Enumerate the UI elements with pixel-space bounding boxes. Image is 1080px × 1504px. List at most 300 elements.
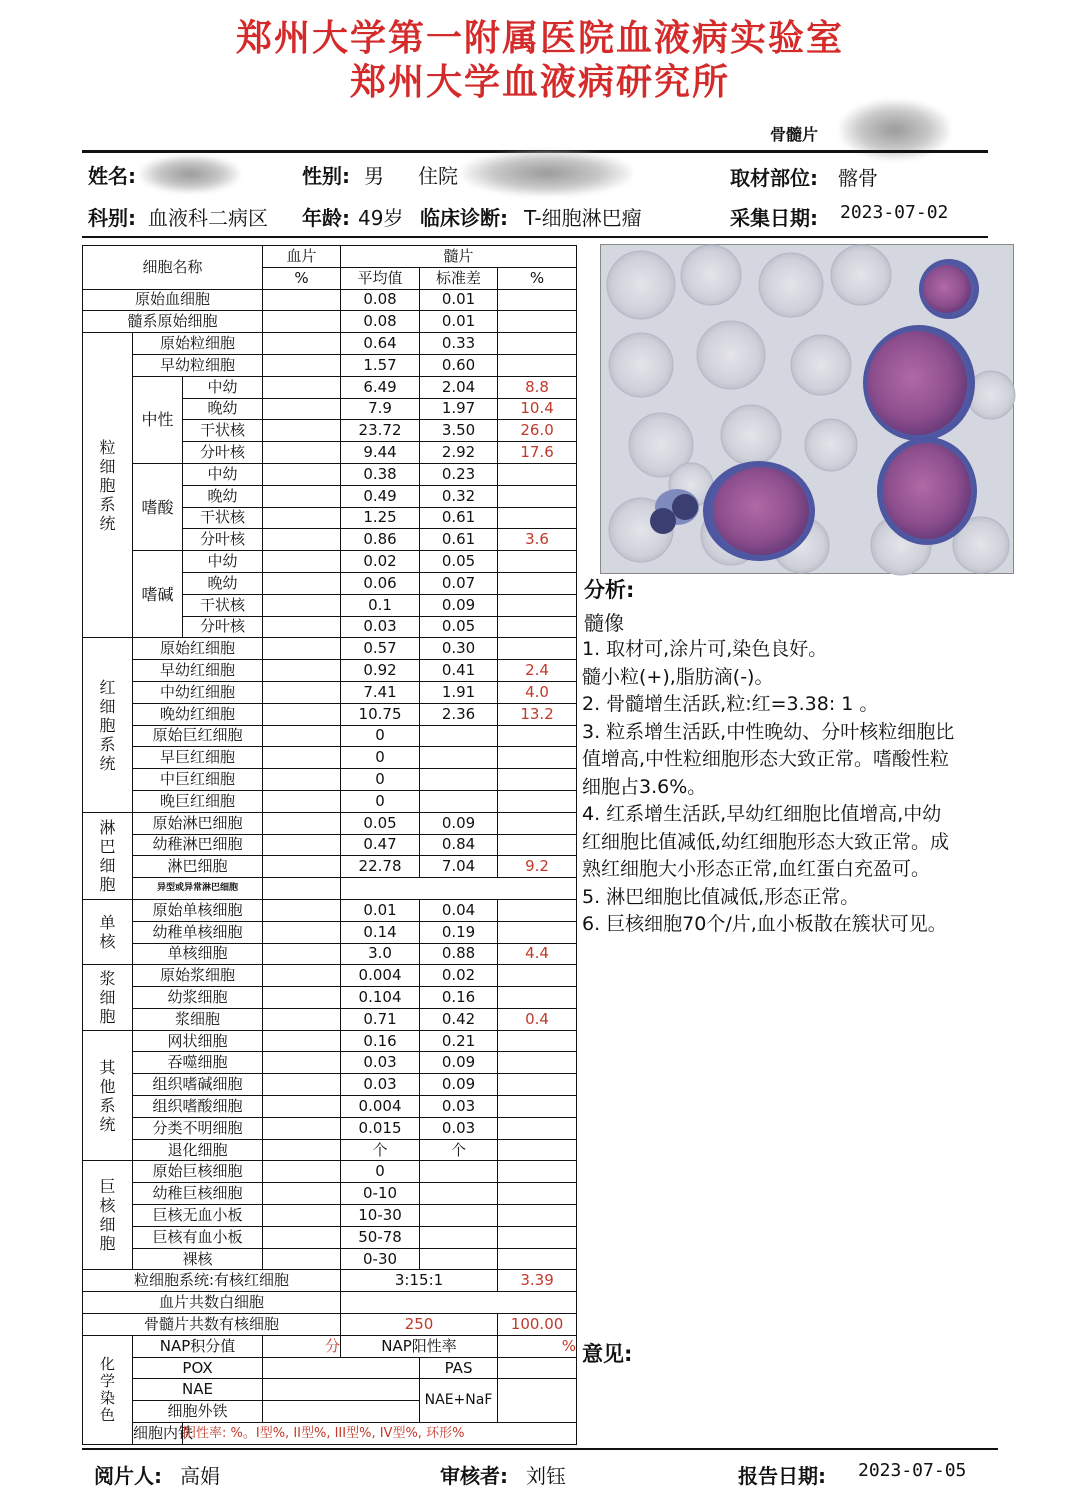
blood-pct bbox=[263, 311, 341, 333]
marrow-sd: 0.09 bbox=[420, 1074, 498, 1096]
table-row bbox=[83, 1270, 577, 1292]
ratio-value: 3:15:1 bbox=[341, 1270, 498, 1292]
blood-pct bbox=[263, 354, 341, 376]
marrow-mean: 0.14 bbox=[341, 921, 420, 943]
cell-name: 分叶核 bbox=[183, 529, 263, 551]
marrow-mean: 0.06 bbox=[341, 572, 420, 594]
cell-name: 淋巴细胞 bbox=[133, 856, 263, 878]
table-row bbox=[83, 638, 577, 660]
marrow-sd: 0.09 bbox=[420, 594, 498, 616]
blood-pct bbox=[263, 769, 341, 791]
table-row bbox=[83, 921, 577, 943]
blood-pct bbox=[263, 463, 341, 485]
marrow-mean: 7.41 bbox=[341, 681, 420, 703]
iron-in-value: 阳性率: %。I型%, II型%, III型%, IV型%, 环形% bbox=[183, 1423, 577, 1445]
marrow-mean: 0-10 bbox=[341, 1183, 420, 1205]
marrow-sd: 个 bbox=[420, 1139, 498, 1161]
cell-name: 早巨红细胞 bbox=[133, 747, 263, 769]
pas-label: PAS bbox=[420, 1357, 498, 1379]
marrow-mean: 7.9 bbox=[341, 398, 420, 420]
nucleated-count: 250 bbox=[341, 1314, 498, 1336]
cell-name: 晚幼 bbox=[183, 572, 263, 594]
marrow-pct bbox=[498, 1096, 577, 1118]
blood-pct bbox=[263, 681, 341, 703]
marrow-mean: 0.05 bbox=[341, 812, 420, 834]
marrow-mean: 0.57 bbox=[341, 638, 420, 660]
cell-name: 干状核 bbox=[183, 420, 263, 442]
marrow-values bbox=[341, 878, 577, 900]
report-type: 骨髓片 bbox=[770, 125, 819, 144]
cell-name: 原始血细胞 bbox=[83, 289, 263, 311]
marrow-sd: 0.33 bbox=[420, 333, 498, 355]
iron-in-label: 细胞内铁 bbox=[133, 1423, 183, 1445]
table-row bbox=[83, 246, 577, 268]
marrow-mean: 0 bbox=[341, 769, 420, 791]
marrow-mean: 0.104 bbox=[341, 987, 420, 1009]
header-marrow: 髓片 bbox=[341, 246, 577, 268]
marrow-pct bbox=[498, 507, 577, 529]
cell-name: 组织嗜碱细胞 bbox=[133, 1074, 263, 1096]
marrow-pct bbox=[498, 1030, 577, 1052]
pox-value bbox=[263, 1357, 420, 1379]
marrow-sd: 0.07 bbox=[420, 572, 498, 594]
marrow-sd: 2.36 bbox=[420, 703, 498, 725]
table-row bbox=[83, 703, 577, 725]
table-row bbox=[83, 965, 577, 987]
cell-name: 中巨红细胞 bbox=[133, 769, 263, 791]
marrow-pct: 10.4 bbox=[498, 398, 577, 420]
iron-out-value bbox=[263, 1401, 420, 1423]
blood-pct bbox=[263, 551, 341, 573]
marrow-sd: 0.09 bbox=[420, 1052, 498, 1074]
cell-name: 晚幼 bbox=[183, 485, 263, 507]
blood-pct bbox=[263, 289, 341, 311]
blood-pct bbox=[263, 725, 341, 747]
analysis-heading: 分析: bbox=[584, 578, 635, 602]
marrow-mean: 9.44 bbox=[341, 442, 420, 464]
cell-name: 裸核 bbox=[133, 1248, 263, 1270]
table-row bbox=[83, 1314, 577, 1336]
marrow-sd: 0.42 bbox=[420, 1008, 498, 1030]
collect-date-label: 采集日期: bbox=[730, 206, 818, 230]
marrow-pct bbox=[498, 1161, 577, 1183]
blood-pct bbox=[263, 594, 341, 616]
marrow-mean: 0.01 bbox=[341, 899, 420, 921]
cell-name: 早幼红细胞 bbox=[133, 660, 263, 682]
marrow-pct bbox=[498, 311, 577, 333]
nucleated-pct: 100.00 bbox=[498, 1314, 577, 1336]
table-row bbox=[83, 1379, 577, 1401]
opinion-label: 意见: bbox=[582, 1342, 633, 1366]
table-row bbox=[83, 1052, 577, 1074]
marrow-mean: 0 bbox=[341, 747, 420, 769]
marrow-mean: 0.38 bbox=[341, 463, 420, 485]
marrow-mean: 10-30 bbox=[341, 1205, 420, 1227]
subgroup-eosinophil: 嗜酸 bbox=[133, 463, 183, 550]
table-row bbox=[83, 1357, 577, 1379]
blood-pct bbox=[263, 1030, 341, 1052]
table-row bbox=[83, 769, 577, 791]
wbc-value bbox=[341, 1292, 577, 1314]
nucleated-label: 骨髓片共数有核细胞 bbox=[83, 1314, 341, 1336]
inpatient-label: 住院 bbox=[418, 164, 458, 188]
cell-name: 晚幼 bbox=[183, 398, 263, 420]
marrow-sd: 0.16 bbox=[420, 987, 498, 1009]
cell-name: 组织嗜酸细胞 bbox=[133, 1096, 263, 1118]
blood-pct bbox=[263, 333, 341, 355]
header-cell-name: 细胞名称 bbox=[83, 246, 263, 290]
table-row bbox=[83, 943, 577, 965]
table-row bbox=[83, 376, 577, 398]
marrow-pct: 3.6 bbox=[498, 529, 577, 551]
table-row bbox=[83, 1096, 577, 1118]
cell-name: 异型或异常淋巴细胞 bbox=[133, 878, 263, 900]
blood-pct bbox=[263, 572, 341, 594]
cell-name: 原始巨核细胞 bbox=[133, 1161, 263, 1183]
marrow-pct bbox=[498, 965, 577, 987]
marrow-sd: 7.04 bbox=[420, 856, 498, 878]
marrow-pct bbox=[498, 1052, 577, 1074]
marrow-sd: 0.03 bbox=[420, 1117, 498, 1139]
blood-pct bbox=[263, 703, 341, 725]
cell-name: 幼浆细胞 bbox=[133, 987, 263, 1009]
marrow-mean: 0 bbox=[341, 790, 420, 812]
blood-pct bbox=[263, 398, 341, 420]
table-row bbox=[83, 1161, 577, 1183]
marrow-sd bbox=[420, 790, 498, 812]
marrow-sd: 0.05 bbox=[420, 616, 498, 638]
blood-pct bbox=[263, 529, 341, 551]
wbc-label: 血片共数白细胞 bbox=[83, 1292, 341, 1314]
subgroup-neutrophil: 中性 bbox=[133, 376, 183, 463]
blood-pct bbox=[263, 1248, 341, 1270]
header-blood-pct: % bbox=[263, 267, 341, 289]
marrow-sd bbox=[420, 747, 498, 769]
marrow-mean: 0.16 bbox=[341, 1030, 420, 1052]
marrow-sd: 0.01 bbox=[420, 311, 498, 333]
iron-out-label: 细胞外铁 bbox=[133, 1401, 263, 1423]
marrow-pct bbox=[498, 747, 577, 769]
pas-value bbox=[498, 1357, 577, 1379]
marrow-mean: 0 bbox=[341, 1161, 420, 1183]
blood-pct bbox=[263, 812, 341, 834]
gender-value: 男 bbox=[364, 164, 384, 188]
marrow-sd: 0.03 bbox=[420, 1096, 498, 1118]
marrow-mean: 22.78 bbox=[341, 856, 420, 878]
cell-name: 中幼 bbox=[183, 376, 263, 398]
table-row bbox=[83, 812, 577, 834]
reader-value: 高娟 bbox=[180, 1464, 220, 1488]
table-row bbox=[83, 681, 577, 703]
marrow-mean: 0.08 bbox=[341, 311, 420, 333]
blood-pct bbox=[263, 660, 341, 682]
table-row bbox=[83, 660, 577, 682]
table-row bbox=[83, 1030, 577, 1052]
blood-pct bbox=[263, 616, 341, 638]
marrow-sd: 0.41 bbox=[420, 660, 498, 682]
analysis-line: 髓小粒(+),脂肪滴(-)。 bbox=[582, 665, 774, 688]
marrow-mean: 0.004 bbox=[341, 1096, 420, 1118]
blood-pct bbox=[263, 965, 341, 987]
blood-pct bbox=[263, 420, 341, 442]
marrow-pct bbox=[498, 551, 577, 573]
marrow-mean: 0.49 bbox=[341, 485, 420, 507]
marrow-mean: 50-78 bbox=[341, 1226, 420, 1248]
cell-name: 巨核有血小板 bbox=[133, 1226, 263, 1248]
reviewer-value: 刘钰 bbox=[526, 1464, 566, 1488]
marrow-sd: 0.88 bbox=[420, 943, 498, 965]
marrow-mean: 0.03 bbox=[341, 616, 420, 638]
cell-name: 分类不明细胞 bbox=[133, 1117, 263, 1139]
hospital-title: 郑州大学第一附属医院血液病实验室 bbox=[235, 17, 844, 59]
header-sd: 标准差 bbox=[420, 267, 498, 289]
marrow-pct bbox=[498, 1183, 577, 1205]
cell-name: 幼稚巨核细胞 bbox=[133, 1183, 263, 1205]
marrow-pct: 13.2 bbox=[498, 703, 577, 725]
cell-name: 分叶核 bbox=[183, 616, 263, 638]
blood-pct bbox=[263, 878, 341, 900]
analysis-line: 4. 红系增生活跃,早幼红细胞比值增高,中幼 bbox=[582, 803, 942, 825]
marrow-pct bbox=[498, 1248, 577, 1270]
footer-rule bbox=[82, 1448, 998, 1450]
cell-count-table bbox=[82, 245, 577, 1445]
marrow-pct bbox=[498, 790, 577, 812]
cell-name: 网状细胞 bbox=[133, 1030, 263, 1052]
group-erythroid: 红细胞系统 bbox=[83, 638, 133, 812]
marrow-sd: 0.04 bbox=[420, 899, 498, 921]
cell-name: 原始浆细胞 bbox=[133, 965, 263, 987]
blood-pct bbox=[263, 899, 341, 921]
cell-name: 原始巨红细胞 bbox=[133, 725, 263, 747]
nae-naf-label: NAE+NaF bbox=[420, 1379, 498, 1423]
table-row bbox=[83, 790, 577, 812]
table-row bbox=[83, 1183, 577, 1205]
site-value: 髂骨 bbox=[838, 166, 878, 190]
gender-label: 性别: bbox=[302, 164, 350, 188]
marrow-mean: 0.1 bbox=[341, 594, 420, 616]
marrow-sd bbox=[420, 1205, 498, 1227]
marrow-sd: 0.61 bbox=[420, 507, 498, 529]
group-plasma: 浆细胞 bbox=[83, 965, 133, 1030]
table-row bbox=[83, 333, 577, 355]
blood-pct bbox=[263, 1074, 341, 1096]
marrow-sd: 0.05 bbox=[420, 551, 498, 573]
marrow-mean: 3.0 bbox=[341, 943, 420, 965]
nae-label: NAE bbox=[133, 1379, 263, 1401]
marrow-pct: 0.4 bbox=[498, 1008, 577, 1030]
table-row bbox=[83, 1292, 577, 1314]
micrograph-image bbox=[601, 245, 1013, 573]
cell-name: 幼稚淋巴细胞 bbox=[133, 834, 263, 856]
cell-name: 原始单核细胞 bbox=[133, 899, 263, 921]
marrow-mean: 0.47 bbox=[341, 834, 420, 856]
marrow-sd bbox=[420, 1226, 498, 1248]
diagnosis-value: T-细胞淋巴瘤 bbox=[524, 206, 642, 230]
nae-naf-value bbox=[498, 1379, 577, 1423]
redacted-name bbox=[140, 155, 240, 193]
marrow-pct bbox=[498, 354, 577, 376]
marrow-sd: 1.91 bbox=[420, 681, 498, 703]
blood-pct bbox=[263, 834, 341, 856]
blood-pct bbox=[263, 921, 341, 943]
table-row bbox=[83, 747, 577, 769]
marrow-sd bbox=[420, 1248, 498, 1270]
analysis-line: 5. 淋巴细胞比值减低,形态正常。 bbox=[582, 885, 860, 908]
marrow-mean: 0 bbox=[341, 725, 420, 747]
nap-positive-value: % bbox=[498, 1335, 577, 1357]
marrow-mean: 23.72 bbox=[341, 420, 420, 442]
subgroup-basophil: 嗜碱 bbox=[133, 551, 183, 638]
redacted-inpatient-no bbox=[462, 150, 632, 196]
blood-pct bbox=[263, 507, 341, 529]
nae-value bbox=[263, 1379, 420, 1401]
cell-name: 中幼 bbox=[183, 551, 263, 573]
analysis-line: 细胞占3.6%。 bbox=[582, 775, 707, 798]
collect-date-value: 2023-07-02 bbox=[840, 202, 949, 223]
table-row bbox=[83, 834, 577, 856]
blood-pct bbox=[263, 1139, 341, 1161]
report-date-label: 报告日期: bbox=[738, 1464, 826, 1488]
blood-pct bbox=[263, 987, 341, 1009]
table-row bbox=[83, 1117, 577, 1139]
marrow-mean: 0-30 bbox=[341, 1248, 420, 1270]
cell-name: 退化细胞 bbox=[133, 1139, 263, 1161]
cell-name: 干状核 bbox=[183, 507, 263, 529]
cell-name: 浆细胞 bbox=[133, 1008, 263, 1030]
table-row bbox=[83, 311, 577, 333]
marrow-mean: 0.71 bbox=[341, 1008, 420, 1030]
marrow-mean: 0.03 bbox=[341, 1052, 420, 1074]
marrow-pct: 4.0 bbox=[498, 681, 577, 703]
marrow-sd: 0.02 bbox=[420, 965, 498, 987]
blood-pct bbox=[263, 1052, 341, 1074]
blood-pct bbox=[263, 747, 341, 769]
cell-name: 原始红细胞 bbox=[133, 638, 263, 660]
cell-name: 中幼红细胞 bbox=[133, 681, 263, 703]
marrow-pct bbox=[498, 812, 577, 834]
group-megakaryocyte: 巨核细胞 bbox=[83, 1161, 133, 1270]
group-granulocyte: 粒细胞系统 bbox=[83, 333, 133, 638]
reader-label: 阅片人: bbox=[94, 1464, 162, 1488]
blood-pct bbox=[263, 376, 341, 398]
nap-positive-label: NAP阳性率 bbox=[341, 1335, 498, 1357]
marrow-pct: 8.8 bbox=[498, 376, 577, 398]
table-row bbox=[83, 354, 577, 376]
marrow-pct bbox=[498, 463, 577, 485]
header-marrow-pct: % bbox=[498, 267, 577, 289]
age-label: 年龄: bbox=[302, 206, 350, 230]
marrow-pct bbox=[498, 333, 577, 355]
blood-pct bbox=[263, 442, 341, 464]
marrow-sd: 0.60 bbox=[420, 354, 498, 376]
marrow-pct bbox=[498, 769, 577, 791]
blood-pct bbox=[263, 1205, 341, 1227]
marrow-mean: 1.57 bbox=[341, 354, 420, 376]
pox-label: POX bbox=[133, 1357, 263, 1379]
ratio-label: 粒细胞系统:有核红细胞 bbox=[83, 1270, 341, 1292]
blood-pct bbox=[263, 1117, 341, 1139]
marrow-pct bbox=[498, 638, 577, 660]
table-row bbox=[83, 1248, 577, 1270]
cell-name: 吞噬细胞 bbox=[133, 1052, 263, 1074]
marrow-pct bbox=[498, 1074, 577, 1096]
blood-pct bbox=[263, 485, 341, 507]
blood-pct bbox=[263, 1161, 341, 1183]
marrow-pct bbox=[498, 485, 577, 507]
marrow-pct bbox=[498, 1226, 577, 1248]
site-label: 取材部位: bbox=[730, 166, 818, 190]
table-row bbox=[83, 899, 577, 921]
blood-pct bbox=[263, 943, 341, 965]
marrow-pct bbox=[498, 572, 577, 594]
analysis-line: 红细胞比值减低,幼红细胞形态大致正常。成 bbox=[582, 830, 950, 853]
marrow-sd bbox=[420, 769, 498, 791]
marrow-mean: 0.004 bbox=[341, 965, 420, 987]
marrow-sd: 0.84 bbox=[420, 834, 498, 856]
marrow-sd: 0.23 bbox=[420, 463, 498, 485]
table-row bbox=[83, 1139, 577, 1161]
marrow-sd: 0.09 bbox=[420, 812, 498, 834]
cell-name: 早幼粒细胞 bbox=[133, 354, 263, 376]
cell-name: 巨核无血小板 bbox=[133, 1205, 263, 1227]
marrow-mean: 1.25 bbox=[341, 507, 420, 529]
cell-name: 原始粒细胞 bbox=[133, 333, 263, 355]
marrow-pct bbox=[498, 1117, 577, 1139]
marrow-pct bbox=[498, 594, 577, 616]
table-row bbox=[83, 289, 577, 311]
marrow-pct bbox=[498, 899, 577, 921]
cell-name: 晚巨红细胞 bbox=[133, 790, 263, 812]
name-label: 姓名: bbox=[88, 164, 136, 188]
age-value: 49岁 bbox=[358, 206, 404, 230]
analysis-line: 熟红细胞大小形态正常,血红蛋白充盈可。 bbox=[582, 858, 931, 880]
marrow-mean: 0.015 bbox=[341, 1117, 420, 1139]
blood-pct bbox=[263, 790, 341, 812]
analysis-line: 1. 取材可,涂片可,染色良好。 bbox=[582, 638, 828, 660]
marrow-pct bbox=[498, 1205, 577, 1227]
group-monocyte: 单核 bbox=[83, 899, 133, 964]
table-row bbox=[83, 1205, 577, 1227]
marrow-sd: 0.21 bbox=[420, 1030, 498, 1052]
header-mean: 平均值 bbox=[341, 267, 420, 289]
marrow-sd bbox=[420, 1161, 498, 1183]
analysis-text bbox=[582, 636, 1028, 939]
marrow-mean: 0.02 bbox=[341, 551, 420, 573]
marrow-mean: 0.92 bbox=[341, 660, 420, 682]
group-chem-stain: 化学染色 bbox=[83, 1335, 133, 1444]
marrow-mean: 个 bbox=[341, 1139, 420, 1161]
cell-name: 原始淋巴细胞 bbox=[133, 812, 263, 834]
table-row bbox=[83, 1335, 577, 1357]
marrow-sd: 2.92 bbox=[420, 442, 498, 464]
marrow-mean: 0.03 bbox=[341, 1074, 420, 1096]
marrow-pct: 9.2 bbox=[498, 856, 577, 878]
marrow-mean: 6.49 bbox=[341, 376, 420, 398]
cell-name: 中幼 bbox=[183, 463, 263, 485]
table-row bbox=[83, 725, 577, 747]
table-row bbox=[83, 1074, 577, 1096]
marrow-sd bbox=[420, 1183, 498, 1205]
table-row bbox=[83, 1226, 577, 1248]
blood-pct bbox=[263, 1226, 341, 1248]
ratio-result: 3.39 bbox=[498, 1270, 577, 1292]
marrow-pct bbox=[498, 725, 577, 747]
marrow-pct bbox=[498, 921, 577, 943]
info-rule bbox=[82, 236, 988, 238]
analysis-line: 2. 骨髓增生活跃,粒:红=3.38: 1 。 bbox=[582, 693, 879, 715]
cell-name: 单核细胞 bbox=[133, 943, 263, 965]
institute-title: 郑州大学血液病研究所 bbox=[349, 61, 730, 103]
